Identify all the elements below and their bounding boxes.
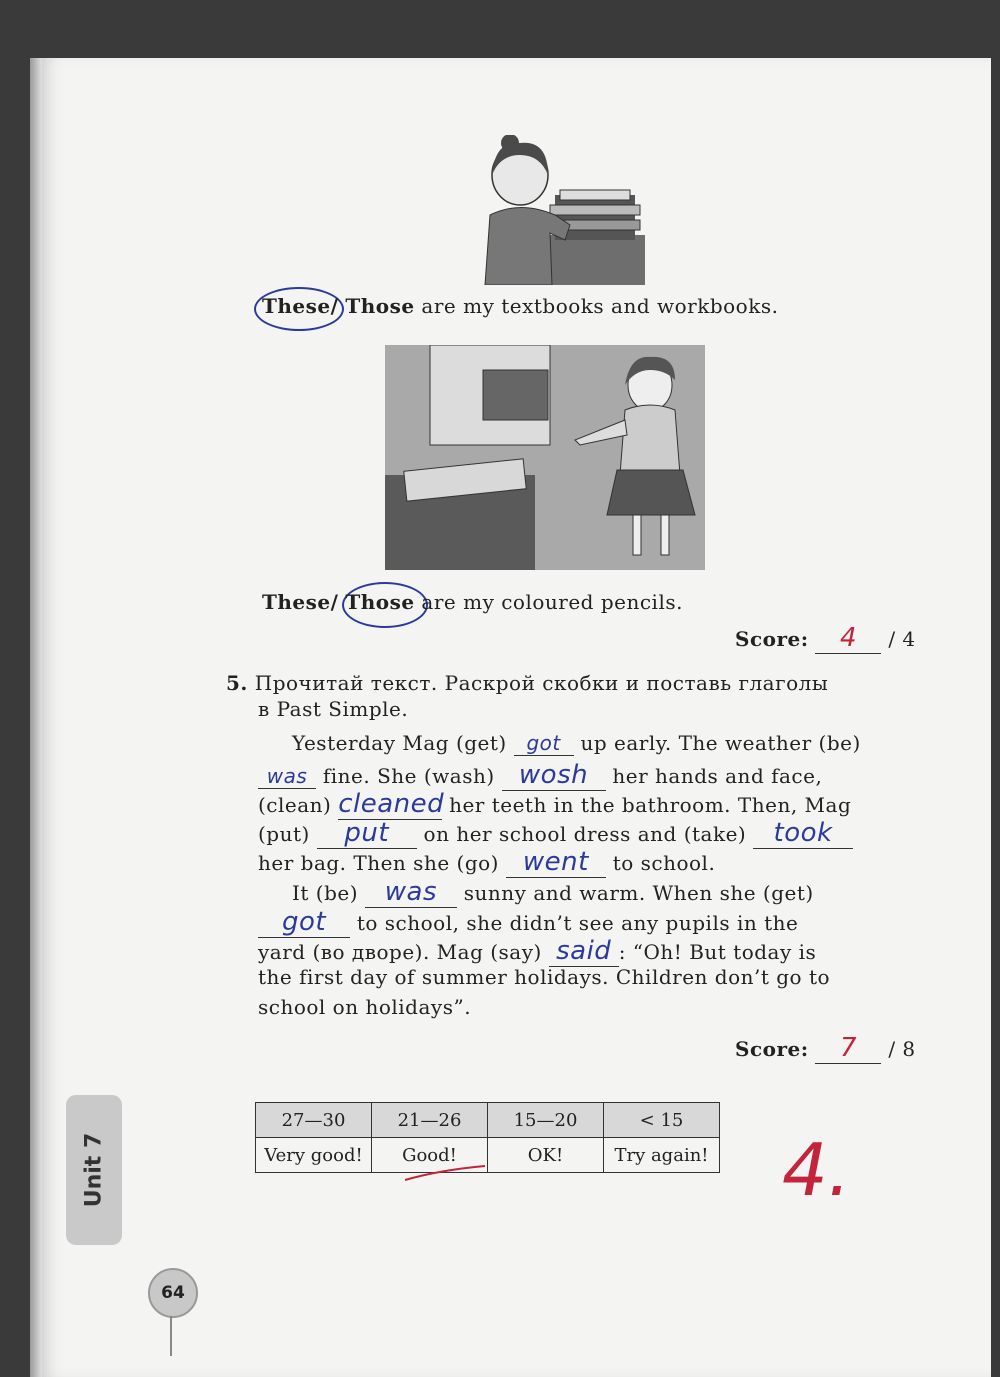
- answer-said[interactable]: said: [556, 936, 612, 966]
- range-cell: 21—26: [372, 1103, 488, 1138]
- text-line-10: school on holidays”.: [258, 995, 472, 1019]
- sentence-2-text: are my coloured pencils.: [421, 590, 683, 614]
- instruction-line-2: в Past Simple.: [258, 697, 409, 721]
- option-those[interactable]: Those: [345, 294, 415, 318]
- answer-took[interactable]: took: [773, 818, 833, 848]
- score-q4: [735, 623, 916, 654]
- instruction-line-1: Прочитай текст. Раскрой скобки и поставь глаголы: [254, 671, 829, 695]
- rating-cell: OK!: [488, 1138, 604, 1173]
- text-line-8: yard (во дворе). Mag (say) said : “Oh! But today is: [258, 936, 817, 966]
- option-those[interactable]: Those: [345, 590, 415, 614]
- page-number: 64: [161, 1283, 185, 1303]
- slash: /: [330, 590, 339, 614]
- text-line-7: got to school, she didn’t see any pupils in the: [258, 907, 798, 938]
- answer-put[interactable]: put: [344, 818, 390, 848]
- answer-got[interactable]: got: [526, 731, 561, 755]
- exercise-5-instruction: [226, 671, 828, 695]
- answer-was[interactable]: was: [266, 764, 308, 788]
- rating-cell: Very good!: [256, 1138, 372, 1173]
- text-line-6: It (be) was sunny and warm. When she (get): [292, 877, 814, 907]
- unit-label: Unit 7: [81, 1132, 107, 1208]
- text-line-2: was fine. She (wash) wosh her hands and face,: [258, 760, 822, 791]
- score-max: / 4: [888, 627, 916, 651]
- illustration-girl-with-pencils: [385, 345, 705, 570]
- range-cell: < 15: [604, 1103, 720, 1138]
- answer-was-2[interactable]: was: [384, 877, 438, 907]
- balloon-string: [170, 1316, 172, 1356]
- sentence-1-text: are my textbooks and workbooks.: [421, 294, 779, 318]
- slash: /: [330, 294, 339, 318]
- sentence-2: [262, 590, 683, 614]
- range-cell: 27—30: [256, 1103, 372, 1138]
- text-line-9: the first day of summer holidays. Children don’t go to: [258, 965, 831, 989]
- rating-cell: Good!: [372, 1138, 488, 1173]
- text-line-4: (put) put on her school dress and (take) took: [258, 818, 853, 849]
- page-number-balloon: [148, 1268, 198, 1318]
- score-q5: [735, 1033, 916, 1064]
- exercise-number: 5.: [226, 671, 248, 695]
- sentence-1: [262, 294, 778, 318]
- page-binding-edge: [30, 58, 42, 1377]
- option-these[interactable]: These: [262, 294, 331, 318]
- red-underline-mark: [400, 1158, 490, 1188]
- score-value[interactable]: 7: [839, 1033, 857, 1063]
- score-value[interactable]: 4: [839, 623, 857, 653]
- unit-tab: [66, 1095, 122, 1245]
- text-line-1: Yesterday Mag (get) got up early. The weather (be): [292, 731, 861, 755]
- option-these[interactable]: These: [262, 590, 331, 614]
- score-label: Score:: [735, 627, 809, 651]
- text-line-5: her bag. Then she (go) went to school.: [258, 847, 716, 877]
- answer-wosh[interactable]: wosh: [518, 760, 589, 790]
- answer-cleaned[interactable]: cleaned: [338, 789, 445, 819]
- answer-got-2[interactable]: got: [281, 907, 327, 937]
- answer-went[interactable]: went: [522, 847, 589, 877]
- illustration-girl-with-books: [460, 135, 660, 285]
- score-label: Score:: [735, 1037, 809, 1061]
- range-cell: 15—20: [488, 1103, 604, 1138]
- rating-cell: Try again!: [604, 1138, 720, 1173]
- score-max: / 8: [888, 1037, 916, 1061]
- text-line-3: (clean) cleaned her teeth in the bathroom. Then, Mag: [258, 789, 852, 819]
- final-grade: 4.: [782, 1128, 851, 1212]
